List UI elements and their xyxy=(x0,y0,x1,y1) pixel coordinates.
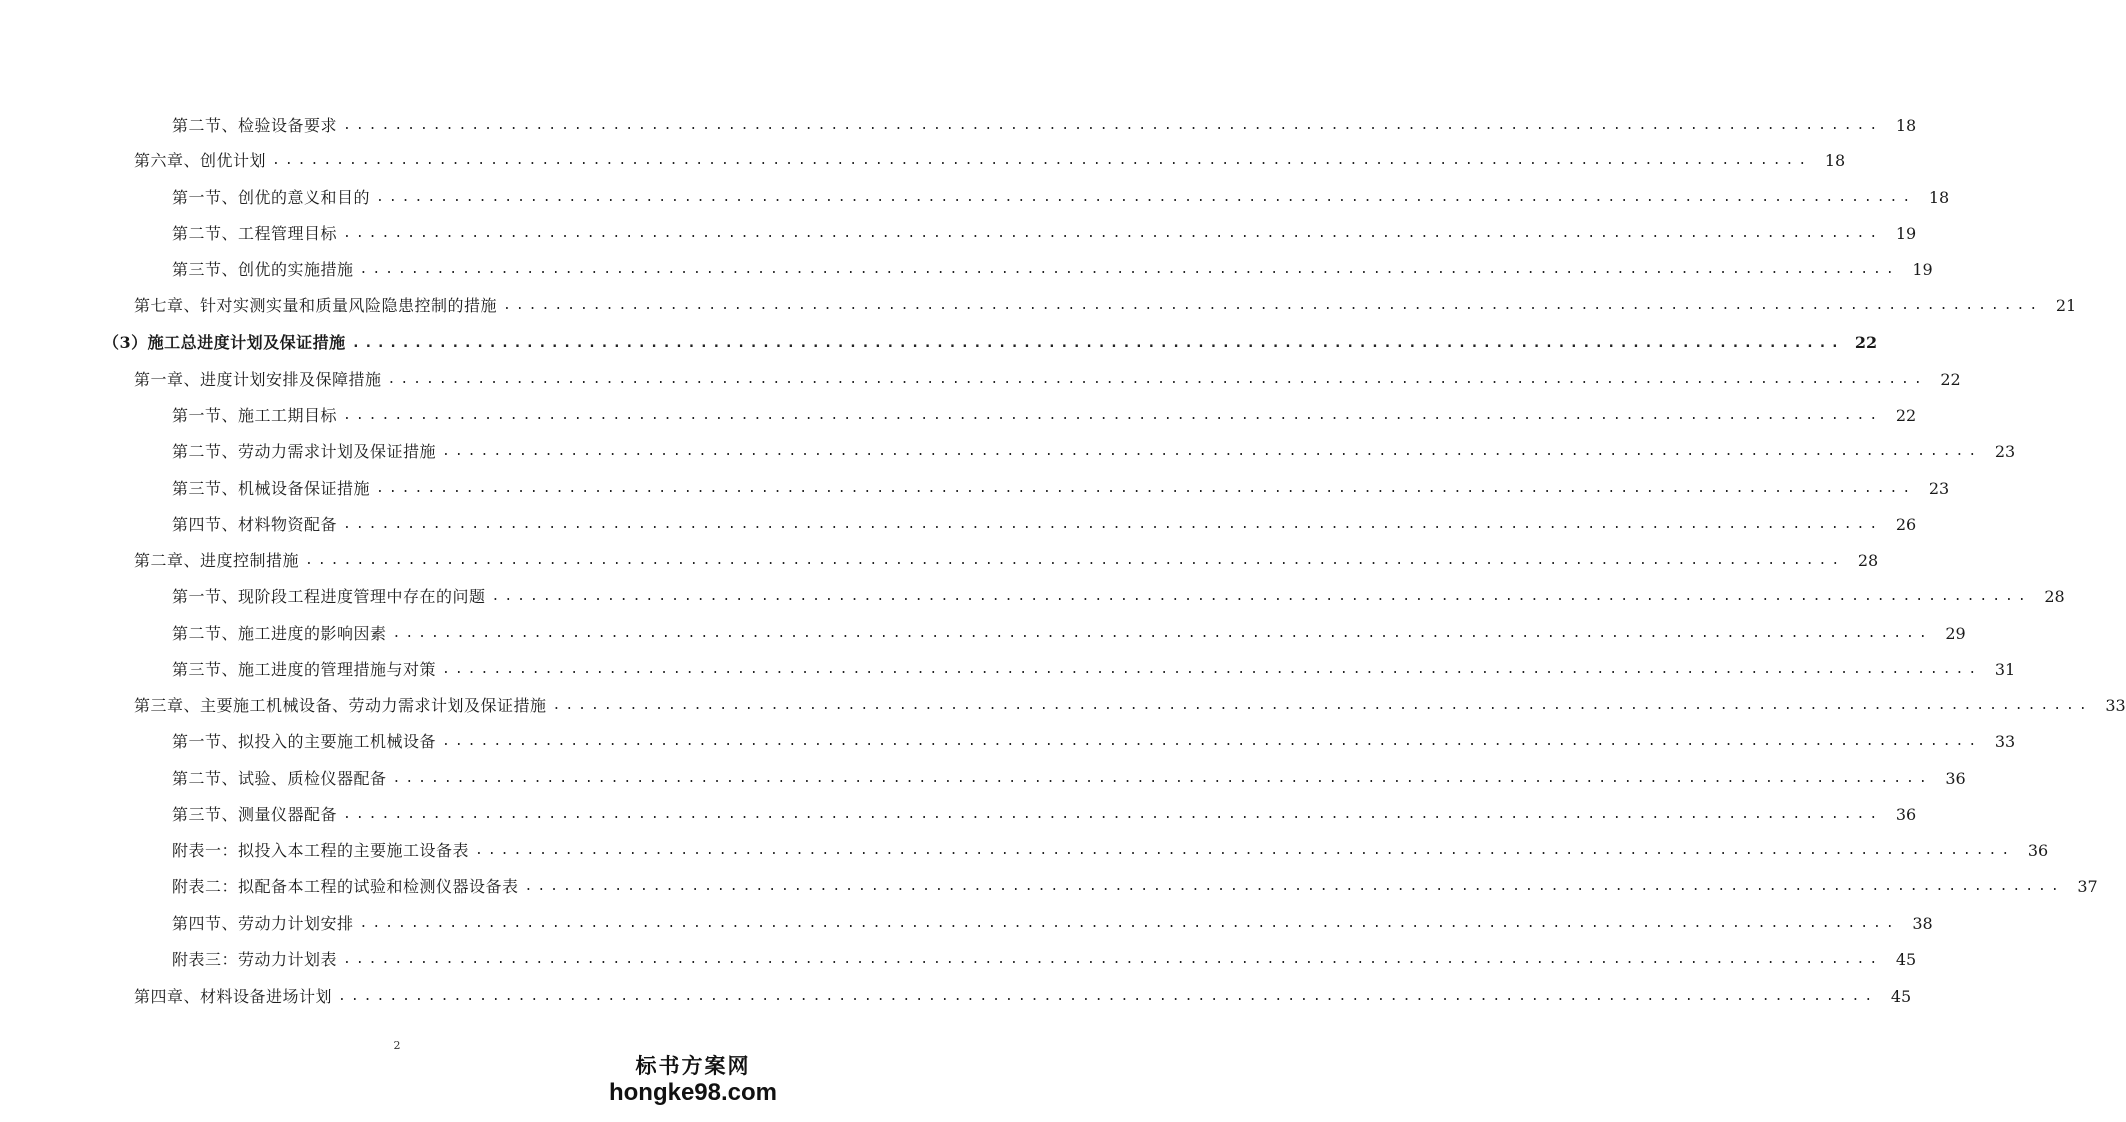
dot-leader: ........................................................................................................................ xyxy=(343,226,1883,241)
toc-entry[interactable] xyxy=(134,691,2126,721)
toc-entry-page: 45 xyxy=(1890,987,1912,1006)
toc-entry[interactable] xyxy=(172,909,1933,939)
dot-leader: ........................................................................................................................ xyxy=(343,952,1883,967)
toc-entry-page: 29 xyxy=(1945,624,1966,643)
toc-entry-title: 附表二：拟配备本工程的试验和检测仪器设备表 xyxy=(172,877,519,896)
toc-entry-title: 附表一：拟投入本工程的主要施工设备表 xyxy=(172,841,470,860)
toc-entry-page: 28 xyxy=(1857,551,1879,570)
toc-entry[interactable] xyxy=(172,183,1950,213)
dot-leader: ........................................................................................................................ xyxy=(343,517,1883,532)
toc-entry[interactable] xyxy=(172,764,1966,794)
dot-leader: ........................................................................................................................ xyxy=(305,553,1845,568)
toc-entry-title: 第三节、创优的实施措施 xyxy=(172,260,354,279)
toc-entry-page: 33 xyxy=(1994,732,2016,751)
toc-entry-page: 19 xyxy=(1912,260,1933,279)
toc-entry[interactable] xyxy=(172,255,1933,285)
toc-entry-title: 第四章、材料设备进场计划 xyxy=(134,987,333,1006)
toc-entry[interactable] xyxy=(172,655,2016,685)
toc-entry[interactable] xyxy=(172,582,2065,612)
dot-leader: ........................................................................................................................ xyxy=(442,662,1982,677)
toc-entry[interactable] xyxy=(172,945,1917,975)
toc-entry-title: 第二节、检验设备要求 xyxy=(172,116,338,135)
dot-leader: ........................................................................................................................ xyxy=(338,989,1878,1004)
toc-entry-title: 第四节、材料物资配备 xyxy=(172,515,338,534)
toc-entry-page: 23 xyxy=(1994,442,2016,461)
dot-leader: ........................................................................................................................ xyxy=(392,771,1932,786)
toc-entry-title: 第三节、机械设备保证措施 xyxy=(172,479,371,498)
toc-entry-title: 第二节、试验、质检仪器配备 xyxy=(172,769,387,788)
toc-entry-title: 第一节、现阶段工程进度管理中存在的问题 xyxy=(172,587,486,606)
toc-entry-page: 36 xyxy=(1895,805,1917,824)
dot-leader: ........................................................................................................................ xyxy=(524,879,2064,894)
watermark-title: 标书方案网 xyxy=(635,1054,751,1078)
dot-leader: ........................................................................................................................ xyxy=(552,698,2092,713)
toc-entry-page: 36 xyxy=(2027,841,2049,860)
dot-leader: ........................................................................................................................ xyxy=(359,916,1899,931)
toc-entry[interactable] xyxy=(172,437,2016,467)
toc-entry-title: 第六章、创优计划 xyxy=(134,151,267,170)
dot-leader: ........................................................................................................................ xyxy=(475,843,2015,858)
toc-entry[interactable] xyxy=(172,800,1917,830)
dot-leader: ........................................................................................................................ xyxy=(503,298,2043,313)
toc-entry-title: 第二章、进度控制措施 xyxy=(134,551,300,570)
toc-entry-page: 36 xyxy=(1945,769,1966,788)
toc-entry-page: 31 xyxy=(1994,660,2016,679)
toc-entry-page: 37 xyxy=(2077,877,2098,896)
toc-entry-page: 19 xyxy=(1895,224,1917,243)
toc-entry-title: 第四节、劳动力计划安排 xyxy=(172,914,354,933)
toc-entry-title: 第三节、测量仪器配备 xyxy=(172,805,338,824)
toc-entry[interactable] xyxy=(134,291,2077,321)
toc-entry-page: 33 xyxy=(2105,696,2126,715)
dot-leader: ........................................................................................................................ xyxy=(392,626,1932,641)
toc-entry-title: 第二节、施工进度的影响因素 xyxy=(172,624,387,643)
toc-entry-page: 22 xyxy=(1895,406,1917,425)
toc-entry-title: 附表三：劳动力计划表 xyxy=(172,950,338,969)
toc-entry-title: 第三节、施工进度的管理措施与对策 xyxy=(172,660,437,679)
toc-entry-title: 第一节、拟投入的主要施工机械设备 xyxy=(172,732,437,751)
toc-entry-page: 38 xyxy=(1912,914,1933,933)
toc-entry-page: 18 xyxy=(1928,188,1950,207)
toc-entry-title: 第二节、工程管理目标 xyxy=(172,224,338,243)
dot-leader: ........................................................................................................................ xyxy=(272,153,1812,168)
toc-entry[interactable] xyxy=(134,365,1961,395)
toc-entry-page: 45 xyxy=(1895,950,1917,969)
toc-entry[interactable] xyxy=(172,872,2098,902)
toc-entry[interactable] xyxy=(172,219,1917,249)
site-watermark xyxy=(608,1052,778,1106)
page-number: 2 xyxy=(393,1039,401,1052)
toc-entry-page: 21 xyxy=(2055,296,2077,315)
dot-leader: ........................................................................................................................ xyxy=(376,190,1916,205)
toc-entry[interactable] xyxy=(172,401,1917,431)
toc-entry[interactable] xyxy=(172,619,1966,649)
dot-leader: ........................................................................................................................ xyxy=(359,262,1899,277)
dot-leader: ........................................................................................................................ xyxy=(376,481,1916,496)
toc-entry[interactable] xyxy=(172,474,1950,504)
toc-entry[interactable] xyxy=(172,510,1917,540)
toc-entry-title: 第七章、针对实测实量和质量风险隐患控制的措施 xyxy=(134,296,498,315)
toc-entry[interactable] xyxy=(172,727,2016,757)
toc-entry-title: 第一节、创优的意义和目的 xyxy=(172,188,371,207)
toc-entry-title: 第一节、施工工期目标 xyxy=(172,406,338,425)
dot-leader: ........................................................................................................................ xyxy=(442,444,1982,459)
dot-leader: ........................................................................................................................ xyxy=(343,408,1883,423)
toc-entry-page: 18 xyxy=(1895,116,1917,135)
toc-entry[interactable] xyxy=(134,146,1846,176)
dot-leader: ........................................................................................................................ xyxy=(343,118,1883,133)
toc-entry-page: 18 xyxy=(1824,151,1846,170)
watermark-url: hongke98.com xyxy=(608,1079,778,1106)
toc-entry[interactable] xyxy=(103,328,1878,358)
toc-entry-page: 23 xyxy=(1928,479,1950,498)
dot-leader: ........................................................................................................................ xyxy=(351,335,1844,351)
toc-entry-page: 26 xyxy=(1895,515,1917,534)
toc-entry-page: 22 xyxy=(1940,370,1961,389)
toc-entry-page: 22 xyxy=(1854,333,1878,352)
toc-entry-title: 第一章、进度计划安排及保障措施 xyxy=(134,370,382,389)
toc-entry[interactable] xyxy=(134,546,1879,576)
toc-entry-title: 第三章、主要施工机械设备、劳动力需求计划及保证措施 xyxy=(134,696,547,715)
toc-entry-title: （3）施工总进度计划及保证措施 xyxy=(103,333,346,352)
toc-entry-page: 28 xyxy=(2044,587,2065,606)
dot-leader: ........................................................................................................................ xyxy=(343,807,1883,822)
dot-leader: ........................................................................................................................ xyxy=(442,734,1982,749)
toc-entry[interactable] xyxy=(172,836,2049,866)
dot-leader: ........................................................................................................................ xyxy=(387,372,1927,387)
toc-entry-title: 第二节、劳动力需求计划及保证措施 xyxy=(172,442,437,461)
dot-leader: ........................................................................................................................ xyxy=(491,589,2031,604)
toc-entry[interactable] xyxy=(172,111,1917,141)
toc-entry[interactable] xyxy=(134,982,1912,1012)
